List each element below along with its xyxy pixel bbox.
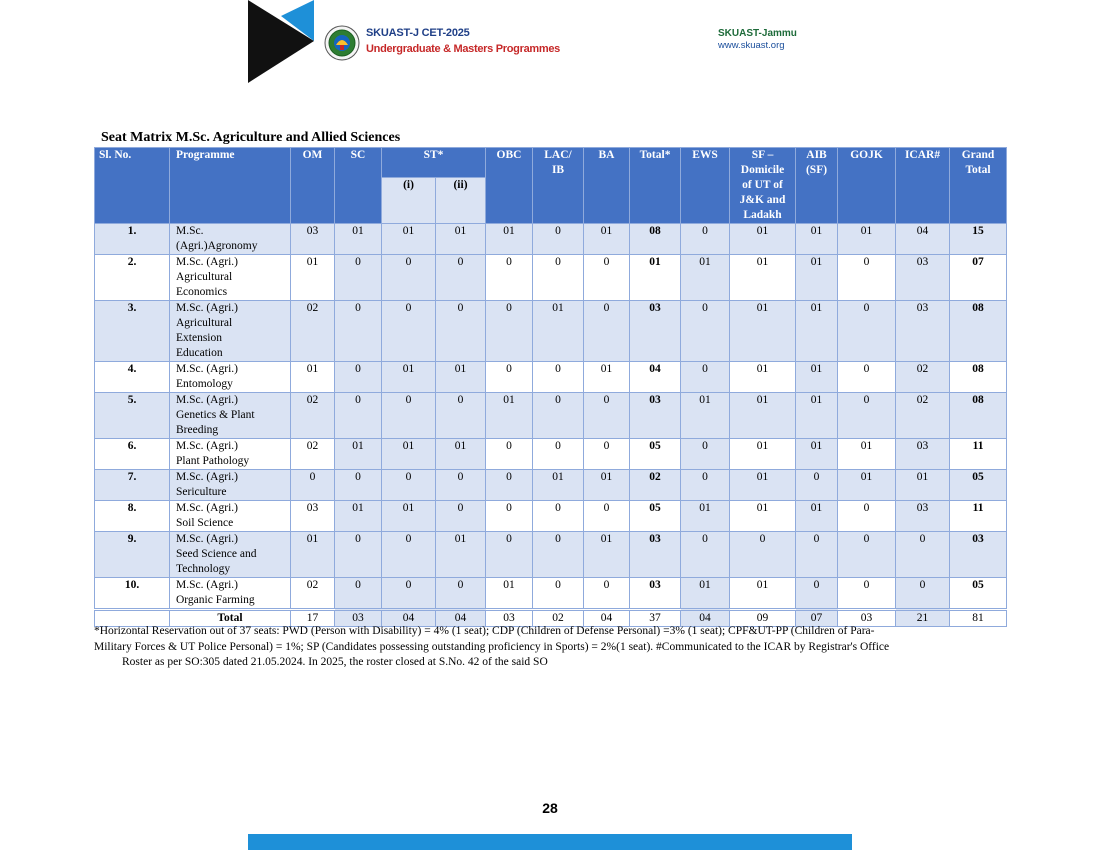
cell-st-i: 0: [382, 532, 436, 578]
col-header-lac: LAC/ IB: [533, 148, 584, 224]
cell-lac: 01: [533, 301, 584, 362]
total-ews: 04: [681, 610, 730, 627]
programme-line: Plant Pathology: [176, 455, 250, 467]
cell-gojk: 0: [838, 362, 896, 393]
cell-sc: 0: [335, 255, 382, 301]
cell-sl-no: 5.: [95, 393, 170, 439]
cell-sl-no: 3.: [95, 301, 170, 362]
cell-ba: 01: [584, 362, 630, 393]
cell-ba: 01: [584, 532, 630, 578]
cell-programme: [170, 501, 291, 532]
cell-om: 01: [291, 532, 335, 578]
col-header-ba: BA: [584, 148, 630, 224]
cell-st-i: 0: [382, 470, 436, 501]
cell-st-i: 0: [382, 301, 436, 362]
total-obc: 03: [486, 610, 533, 627]
programme-line: Breeding: [176, 424, 219, 436]
programme-line: M.Sc. (Agri.): [176, 502, 238, 514]
cell-ba: 01: [584, 470, 630, 501]
programme-line: Technology: [176, 563, 231, 575]
cell-st-ii: 0: [436, 501, 486, 532]
cell-obc: 01: [486, 578, 533, 610]
cell-ews: 0: [681, 224, 730, 255]
programme-line: Soil Science: [176, 517, 234, 529]
programme-line: Genetics & Plant: [176, 409, 255, 421]
cell-sl-no: 10.: [95, 578, 170, 610]
cell-sc: 0: [335, 470, 382, 501]
cell-icar: 03: [896, 255, 950, 301]
cell-total: 03: [630, 578, 681, 610]
cell-ews: 0: [681, 362, 730, 393]
programme-line: Extension: [176, 332, 222, 344]
cell-gojk: 0: [838, 532, 896, 578]
cell-ews: 0: [681, 470, 730, 501]
page-title: Seat Matrix M.Sc. Agriculture and Allied Sciences: [101, 130, 401, 145]
cell-sl-no: 9.: [95, 532, 170, 578]
cell-grand: 08: [950, 301, 1007, 362]
cell-sf: 01: [730, 362, 796, 393]
programme-line: Entomology: [176, 378, 233, 390]
cell-st-i: 0: [382, 255, 436, 301]
table-row: [95, 224, 1007, 255]
footnote-line: *Horizontal Reservation out of 37 seats: PWD (Person with Disability) = 4% (1 seat); CDP (Children of Defense Personal) =3% (1 seat); CPF&UT-PP (Children of Para-: [94, 625, 875, 637]
programme-line: M.Sc. (Agri.): [176, 256, 238, 268]
programme-line: (Agri.)Agronomy: [176, 240, 258, 252]
cell-lac: 0: [533, 393, 584, 439]
programme-line: Organic Farming: [176, 594, 255, 606]
cell-total: 05: [630, 439, 681, 470]
footnote-line: Roster as per SO:305 dated 21.05.2024. In 2025, the roster closed at S.No. 42 of the said SO: [122, 656, 548, 668]
cell-st-i: 01: [382, 501, 436, 532]
col-header-icar: ICAR#: [896, 148, 950, 224]
cell-ews: 0: [681, 439, 730, 470]
col-header-ews: EWS: [681, 148, 730, 224]
col-header-om: OM: [291, 148, 335, 224]
cell-icar: 04: [896, 224, 950, 255]
cell-programme: [170, 532, 291, 578]
cell-ews: 01: [681, 501, 730, 532]
col-header-programme: Programme: [170, 148, 291, 224]
table-row: [95, 393, 1007, 439]
col-header-obc: OBC: [486, 148, 533, 224]
programme-line: Sericulture: [176, 486, 227, 498]
cell-ba: 0: [584, 393, 630, 439]
cell-programme: [170, 470, 291, 501]
cell-om: 03: [291, 224, 335, 255]
cell-om: 01: [291, 255, 335, 301]
cell-programme: [170, 255, 291, 301]
total-ba: 04: [584, 610, 630, 627]
table-row: [95, 255, 1007, 301]
col-header-aib: AIB (SF): [796, 148, 838, 224]
programme-line: M.Sc.: [176, 225, 204, 237]
cell-programme: [170, 301, 291, 362]
cell-grand: 07: [950, 255, 1007, 301]
cell-aib: 01: [796, 301, 838, 362]
cell-grand: 05: [950, 578, 1007, 610]
cell-ba: 0: [584, 578, 630, 610]
cell-gojk: 0: [838, 501, 896, 532]
cell-sl-no: 8.: [95, 501, 170, 532]
total-grand: 81: [950, 610, 1007, 627]
cell-gojk: 01: [838, 470, 896, 501]
col-header-sl: Sl. No.: [95, 148, 170, 224]
col-header-sf: SF – Domicile of UT of J&K and Ladakh: [730, 148, 796, 224]
cell-st-ii: 0: [436, 301, 486, 362]
cell-grand: 05: [950, 470, 1007, 501]
cell-aib: 01: [796, 255, 838, 301]
cell-icar: 02: [896, 393, 950, 439]
programme-line: Economics: [176, 286, 228, 298]
programme-line: M.Sc. (Agri.): [176, 394, 238, 406]
total-gojk: 03: [838, 610, 896, 627]
cell-aib: 01: [796, 393, 838, 439]
cell-aib: 01: [796, 224, 838, 255]
cell-sf: 0: [730, 532, 796, 578]
cell-sf: 01: [730, 393, 796, 439]
cell-lac: 0: [533, 362, 584, 393]
cell-st-ii: 01: [436, 532, 486, 578]
cell-lac: 01: [533, 470, 584, 501]
table-row: [95, 301, 1007, 362]
cell-om: 02: [291, 578, 335, 610]
cell-lac: 0: [533, 439, 584, 470]
cell-sf: 01: [730, 255, 796, 301]
header-subtitle: Undergraduate & Masters Programmes: [366, 43, 560, 55]
cell-st-ii: 01: [436, 439, 486, 470]
cell-st-ii: 01: [436, 224, 486, 255]
cell-grand: 03: [950, 532, 1007, 578]
cell-om: 0: [291, 470, 335, 501]
cell-grand: 08: [950, 362, 1007, 393]
cell-ba: 0: [584, 439, 630, 470]
cell-sc: 0: [335, 393, 382, 439]
cell-total: 08: [630, 224, 681, 255]
cell-st-ii: 0: [436, 393, 486, 439]
cell-sc: 0: [335, 301, 382, 362]
cell-ews: 01: [681, 393, 730, 439]
cell-programme: [170, 224, 291, 255]
cell-st-i: 01: [382, 439, 436, 470]
cell-om: 02: [291, 393, 335, 439]
total-sc: 03: [335, 610, 382, 627]
total-sf: 09: [730, 610, 796, 627]
cell-icar: 03: [896, 501, 950, 532]
cell-total: 03: [630, 301, 681, 362]
cell-grand: 08: [950, 393, 1007, 439]
cell-icar: 03: [896, 301, 950, 362]
cell-ba: 0: [584, 501, 630, 532]
cell-grand: 15: [950, 224, 1007, 255]
cell-aib: 01: [796, 439, 838, 470]
cell-st-i: 0: [382, 393, 436, 439]
cell-sl-no: 6.: [95, 439, 170, 470]
footer-bar: [248, 834, 852, 850]
cell-om: 02: [291, 439, 335, 470]
cell-gojk: 0: [838, 578, 896, 610]
cell-programme: [170, 362, 291, 393]
page-number: 28: [542, 800, 558, 816]
cell-ba: 0: [584, 301, 630, 362]
cell-om: 01: [291, 362, 335, 393]
cell-total: 01: [630, 255, 681, 301]
cell-aib: 0: [796, 578, 838, 610]
col-header-sc: SC: [335, 148, 382, 224]
cell-ews: 0: [681, 301, 730, 362]
cell-sf: 01: [730, 224, 796, 255]
programme-line: M.Sc. (Agri.): [176, 440, 238, 452]
cell-gojk: 0: [838, 255, 896, 301]
total-om: 17: [291, 610, 335, 627]
table-row: [95, 439, 1007, 470]
cell-aib: 01: [796, 501, 838, 532]
cell-aib: 0: [796, 470, 838, 501]
programme-line: Agricultural: [176, 271, 233, 283]
cell-icar: 01: [896, 470, 950, 501]
programme-line: M.Sc. (Agri.): [176, 579, 238, 591]
programme-line: M.Sc. (Agri.): [176, 533, 238, 545]
cell-om: 02: [291, 301, 335, 362]
cell-icar: 0: [896, 578, 950, 610]
cell-programme: [170, 393, 291, 439]
cell-lac: 0: [533, 501, 584, 532]
university-seal-icon: [323, 25, 361, 61]
cell-total: 03: [630, 532, 681, 578]
cell-gojk: 01: [838, 224, 896, 255]
footnote-line: Military Forces & UT Police Personal) = 1%; SP (Candidates possessing outstanding proficiency in Sports) = 2%(1 seat). #Communicated to the ICAR by Registrar's Office: [94, 640, 890, 653]
cell-lac: 0: [533, 255, 584, 301]
cell-lac: 0: [533, 224, 584, 255]
cell-sc: 0: [335, 532, 382, 578]
cell-obc: 0: [486, 470, 533, 501]
cell-gojk: 0: [838, 301, 896, 362]
cell-programme: [170, 439, 291, 470]
cell-lac: 0: [533, 532, 584, 578]
cell-aib: 0: [796, 532, 838, 578]
programme-line: M.Sc. (Agri.): [176, 471, 238, 483]
total-aib: 07: [796, 610, 838, 627]
cell-st-ii: 01: [436, 362, 486, 393]
cell-sc: 01: [335, 224, 382, 255]
cell-sc: 01: [335, 501, 382, 532]
header-website-link[interactable]: www.skuast.org: [718, 40, 785, 51]
cell-total: 02: [630, 470, 681, 501]
cell-st-ii: 0: [436, 470, 486, 501]
cell-obc: 0: [486, 532, 533, 578]
cell-ews: 01: [681, 578, 730, 610]
cell-st-ii: 0: [436, 578, 486, 610]
cell-obc: 0: [486, 301, 533, 362]
cell-ba: 0: [584, 255, 630, 301]
header-org: SKUAST-Jammu: [718, 28, 797, 39]
cell-sl-no: 4.: [95, 362, 170, 393]
seat-matrix-table: [94, 147, 1007, 627]
cell-ews: 01: [681, 255, 730, 301]
total-st-i: 04: [382, 610, 436, 627]
cell-sl-no: 2.: [95, 255, 170, 301]
cell-sc: 0: [335, 362, 382, 393]
cell-ews: 0: [681, 532, 730, 578]
cell-sf: 01: [730, 301, 796, 362]
cell-icar: 02: [896, 362, 950, 393]
cell-om: 03: [291, 501, 335, 532]
cell-sc: 01: [335, 439, 382, 470]
cell-st-i: 01: [382, 362, 436, 393]
total-label: Total: [170, 610, 291, 627]
cell-grand: 11: [950, 501, 1007, 532]
header-title: SKUAST-J CET-2025: [366, 27, 470, 39]
cell-lac: 0: [533, 578, 584, 610]
cell-sf: 01: [730, 470, 796, 501]
table-row: [95, 578, 1007, 610]
cell-sl-no: 7.: [95, 470, 170, 501]
cell-aib: 01: [796, 362, 838, 393]
programme-line: Agricultural: [176, 317, 233, 329]
total-total: 37: [630, 610, 681, 627]
cell-st-i: 0: [382, 578, 436, 610]
cell-sl-no: 1.: [95, 224, 170, 255]
cell-st-i: 01: [382, 224, 436, 255]
cell-obc: 01: [486, 224, 533, 255]
table-row: [95, 532, 1007, 578]
col-header-total: Total*: [630, 148, 681, 224]
cell-icar: 0: [896, 532, 950, 578]
table-row: [95, 501, 1007, 532]
cell-obc: 01: [486, 393, 533, 439]
programme-line: Education: [176, 347, 223, 359]
programme-line: M.Sc. (Agri.): [176, 302, 238, 314]
total-st-ii: 04: [436, 610, 486, 627]
cell-total: 05: [630, 501, 681, 532]
programme-line: Seed Science and: [176, 548, 257, 560]
cell-gojk: 01: [838, 439, 896, 470]
cell-sf: 01: [730, 439, 796, 470]
col-header-st-ii: (ii): [436, 178, 486, 224]
col-header-st: ST*: [382, 148, 486, 178]
cell-gojk: 0: [838, 393, 896, 439]
table-row: [95, 362, 1007, 393]
cell-programme: [170, 578, 291, 610]
table-row: [95, 470, 1007, 501]
cell-sc: 0: [335, 578, 382, 610]
cell-total: 03: [630, 393, 681, 439]
cell-obc: 0: [486, 501, 533, 532]
footnote: [94, 624, 1014, 671]
cell-obc: 0: [486, 362, 533, 393]
brand-triangle-logo: [248, 0, 314, 83]
cell-total: 04: [630, 362, 681, 393]
cell-grand: 11: [950, 439, 1007, 470]
cell-st-ii: 0: [436, 255, 486, 301]
programme-line: M.Sc. (Agri.): [176, 363, 238, 375]
cell-ba: 01: [584, 224, 630, 255]
cell-icar: 03: [896, 439, 950, 470]
cell-obc: 0: [486, 255, 533, 301]
col-header-st-i: (i): [382, 178, 436, 224]
total-icar: 21: [896, 610, 950, 627]
col-header-grand-total: Grand Total: [950, 148, 1007, 224]
total-lac: 02: [533, 610, 584, 627]
col-header-gojk: GOJK: [838, 148, 896, 224]
cell-sf: 01: [730, 578, 796, 610]
cell-obc: 0: [486, 439, 533, 470]
cell-sf: 01: [730, 501, 796, 532]
